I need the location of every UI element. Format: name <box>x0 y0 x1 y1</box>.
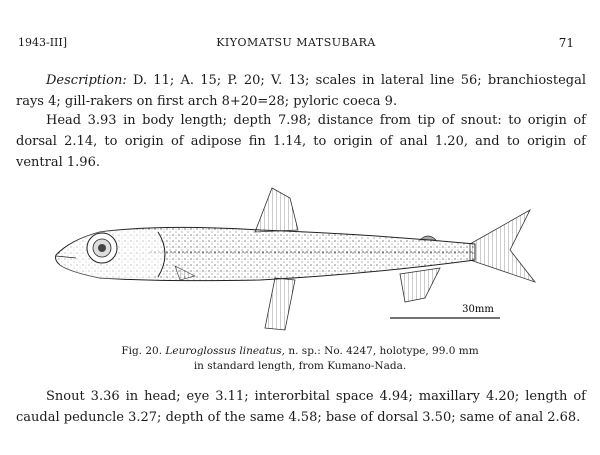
anal-fin <box>400 268 440 302</box>
running-header <box>18 36 574 52</box>
caption-line-1 <box>60 344 540 359</box>
ventral-fin <box>265 278 295 330</box>
scale-label: 30mm <box>462 304 494 315</box>
fish-figure <box>40 180 550 340</box>
page-number: 71 <box>558 36 574 50</box>
description-text: D. 11; A. 15; P. 20; V. 13; scales in lateral line 56; branchiostegal rays 4; gill-rakers on first arch 8+20=28; pyloric coeca 9. <box>16 73 586 109</box>
species-name: Leuroglossus lineatus, <box>165 345 286 357</box>
figure-label: Fig. 20. <box>121 345 163 357</box>
volume-label: 1943-III] <box>18 36 68 49</box>
caption-details: n. sp.: No. 4247, holotype, 99.0 mm <box>285 345 479 357</box>
dorsal-fin <box>255 188 298 232</box>
snout-paragraph-text: Snout 3.36 in head; eye 3.11; interorbital space 4.94; maxillary 4.20; length of caudal peduncle 3.27; depth of the same 4.58; base of dorsal 3.50; same of anal 2.68. <box>16 389 586 425</box>
caption-line-2: in standard length, from Kumano-Nada. <box>193 360 407 372</box>
head-paragraph-text: Head 3.93 in body length; depth 7.98; distance from tip of snout: to origin of dorsal 2.14, to origin of adipose fin 1.14, to origin of anal 1.20, and to origin of ventral 1.96. <box>16 113 586 170</box>
caudal-fin <box>470 210 535 282</box>
fish-eye <box>87 233 117 263</box>
snout-paragraph <box>16 386 586 428</box>
description-paragraph <box>16 70 586 112</box>
head-paragraph <box>16 110 586 173</box>
figure-caption <box>60 344 540 374</box>
description-heading: Description: <box>46 73 127 88</box>
author-header: KIYOMATSU MATSUBARA <box>216 36 376 49</box>
fish-illustration <box>40 180 550 340</box>
